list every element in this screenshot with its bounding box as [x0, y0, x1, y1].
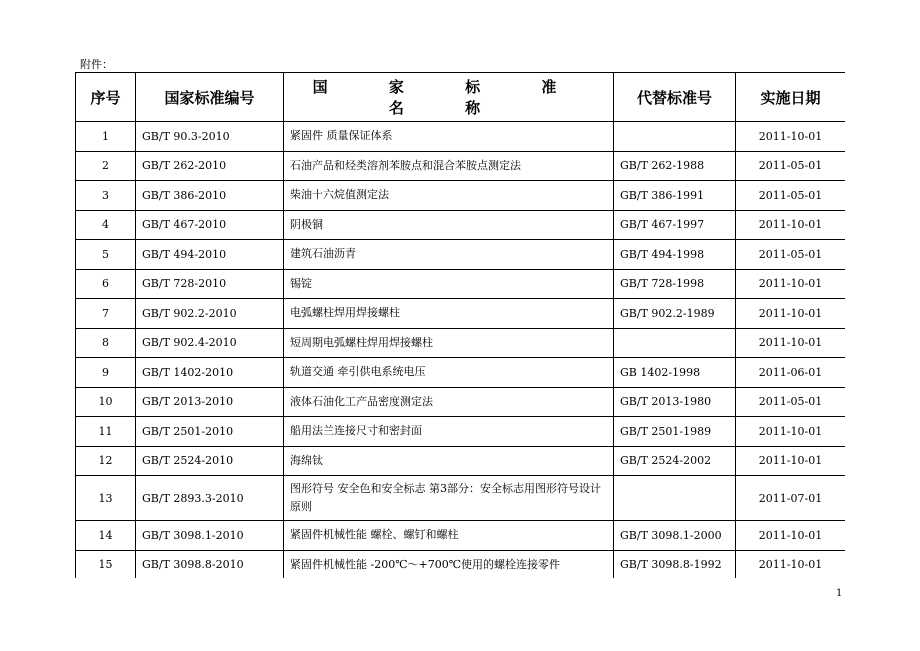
cell-name: 船用法兰连接尺寸和密封面: [284, 417, 614, 447]
cell-code: GB/T 902.2-2010: [136, 299, 284, 329]
cell-replaced: GB/T 467-1997: [614, 210, 736, 240]
cell-name: 图形符号 安全色和安全标志 第3部分：安全标志用图形符号设计原则: [284, 476, 614, 521]
table-row: [76, 240, 846, 270]
cell-date: 2011-07-01: [736, 476, 846, 521]
cell-code: GB/T 262-2010: [136, 151, 284, 181]
cell-date: 2011-10-01: [736, 269, 846, 299]
cell-name: 液体石油化工产品密度测定法: [284, 387, 614, 417]
cell-replaced: GB/T 494-1998: [614, 240, 736, 270]
table-row: [76, 521, 846, 551]
cell-index: 9: [76, 358, 136, 388]
cell-name: 紧固件 质量保证体系: [284, 122, 614, 152]
page-number: 1: [836, 588, 843, 599]
cell-index: 2: [76, 151, 136, 181]
table-row: [76, 446, 846, 476]
cell-index: 7: [76, 299, 136, 329]
table-row: [76, 151, 846, 181]
cell-code: GB/T 494-2010: [136, 240, 284, 270]
table-row: [76, 387, 846, 417]
cell-index: 11: [76, 417, 136, 447]
standards-table: [75, 72, 845, 578]
standards-table-container: [75, 72, 845, 578]
cell-date: 2011-05-01: [736, 151, 846, 181]
cell-name: 建筑石油沥青: [284, 240, 614, 270]
cell-name: 短周期电弧螺柱焊用焊接螺柱: [284, 328, 614, 358]
cell-date: 2011-05-01: [736, 181, 846, 211]
cell-replaced: [614, 476, 736, 521]
table-row: [76, 476, 846, 521]
table-row: [76, 122, 846, 152]
table-row: [76, 210, 846, 240]
cell-date: 2011-05-01: [736, 387, 846, 417]
cell-date: 2011-10-01: [736, 417, 846, 447]
table-header-row: [76, 73, 846, 122]
cell-date: 2011-05-01: [736, 240, 846, 270]
cell-code: GB/T 902.4-2010: [136, 328, 284, 358]
cell-name: 阴极铜: [284, 210, 614, 240]
cell-name: 电弧螺柱焊用焊接螺柱: [284, 299, 614, 329]
cell-date: 2011-10-01: [736, 521, 846, 551]
cell-index: 13: [76, 476, 136, 521]
cell-code: GB/T 2893.3-2010: [136, 476, 284, 521]
table-row: [76, 358, 846, 388]
cell-replaced: GB/T 262-1988: [614, 151, 736, 181]
cell-index: 15: [76, 550, 136, 578]
cell-name: 紧固件机械性能 螺栓、螺钉和螺柱: [284, 521, 614, 551]
header-code: 国家标准编号: [136, 73, 284, 122]
header-index: 序号: [76, 73, 136, 122]
cell-replaced: GB/T 2524-2002: [614, 446, 736, 476]
table-row: [76, 181, 846, 211]
cell-code: GB/T 90.3-2010: [136, 122, 284, 152]
cell-index: 5: [76, 240, 136, 270]
header-date: 实施日期: [736, 73, 846, 122]
cell-replaced: [614, 122, 736, 152]
cell-date: 2011-10-01: [736, 550, 846, 578]
cell-index: 1: [76, 122, 136, 152]
cell-name: 石油产品和烃类溶剂苯胺点和混合苯胺点测定法: [284, 151, 614, 181]
cell-index: 8: [76, 328, 136, 358]
cell-replaced: GB/T 728-1998: [614, 269, 736, 299]
header-replaced: 代替标准号: [614, 73, 736, 122]
cell-date: 2011-06-01: [736, 358, 846, 388]
cell-date: 2011-10-01: [736, 446, 846, 476]
table-body: [76, 122, 846, 579]
cell-index: 6: [76, 269, 136, 299]
cell-replaced: GB 1402-1998: [614, 358, 736, 388]
cell-date: 2011-10-01: [736, 328, 846, 358]
table-row: [76, 299, 846, 329]
cell-date: 2011-10-01: [736, 299, 846, 329]
cell-name: 海绵钛: [284, 446, 614, 476]
cell-name: 锡锭: [284, 269, 614, 299]
table-row: [76, 269, 846, 299]
cell-replaced: GB/T 2501-1989: [614, 417, 736, 447]
cell-code: GB/T 2501-2010: [136, 417, 284, 447]
cell-code: GB/T 2013-2010: [136, 387, 284, 417]
cell-code: GB/T 467-2010: [136, 210, 284, 240]
cell-replaced: GB/T 3098.1-2000: [614, 521, 736, 551]
cell-code: GB/T 386-2010: [136, 181, 284, 211]
cell-replaced: GB/T 2013-1980: [614, 387, 736, 417]
cell-index: 3: [76, 181, 136, 211]
cell-name: 柴油十六烷值测定法: [284, 181, 614, 211]
cell-name: 紧固件机械性能 -200℃～+700℃使用的螺栓连接零件: [284, 550, 614, 578]
cell-index: 4: [76, 210, 136, 240]
cell-date: 2011-10-01: [736, 210, 846, 240]
table-row: [76, 328, 846, 358]
cell-date: 2011-10-01: [736, 122, 846, 152]
cell-index: 14: [76, 521, 136, 551]
table-row: [76, 417, 846, 447]
cell-replaced: [614, 328, 736, 358]
cell-code: GB/T 728-2010: [136, 269, 284, 299]
table-row: [76, 550, 846, 578]
cell-replaced: GB/T 902.2-1989: [614, 299, 736, 329]
cell-code: GB/T 3098.8-2010: [136, 550, 284, 578]
cell-replaced: GB/T 3098.8-1992: [614, 550, 736, 578]
header-name: 国 家 标 准 名 称: [284, 73, 614, 122]
attachment-label: 附件：: [80, 58, 113, 71]
cell-code: GB/T 1402-2010: [136, 358, 284, 388]
cell-index: 12: [76, 446, 136, 476]
cell-code: GB/T 2524-2010: [136, 446, 284, 476]
cell-code: GB/T 3098.1-2010: [136, 521, 284, 551]
cell-replaced: GB/T 386-1991: [614, 181, 736, 211]
cell-name: 轨道交通 牵引供电系统电压: [284, 358, 614, 388]
cell-index: 10: [76, 387, 136, 417]
